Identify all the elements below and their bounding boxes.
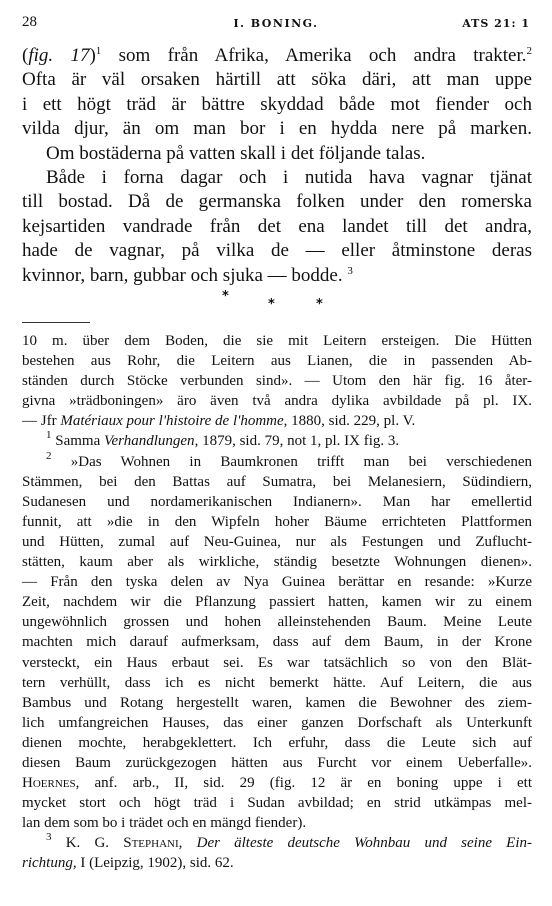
footnote-line: Zeit, nachdem wir die Pflanzung passiert hatten, kamen wir zu einem bbox=[22, 594, 532, 611]
footnote-line: stätten, kaum aber als wirkliche, ständig besetzte Wohnungen dienen». bbox=[22, 554, 532, 571]
text-line: vilda djur, än om man bor i en hydda nere på marken. bbox=[22, 118, 532, 140]
footnote-line: — Jfr Matériaux pour l'histoire de l'homme, 1880, sid. 229, pl. V. bbox=[22, 413, 416, 430]
footnote-line: versteckt, ein Haus erbaut sei. Es war tatsächlich so von den Blät- bbox=[22, 654, 532, 671]
footnote-1: $^1$ Samma Verhandlungen, 1879, sid. 79, not 1, pl. IX fig. 3. bbox=[46, 429, 400, 450]
footnote-line: ständen durch Stöcke verbunden sind». — Utom den här fig. 16 åter- bbox=[22, 373, 532, 390]
text-line: Om bostäderna på vatten skall i det följande talas. bbox=[46, 142, 426, 164]
star-mark: * bbox=[222, 289, 229, 304]
main-text bbox=[22, 44, 532, 288]
footnote-line: Sudanesen und nordamerikanischen Indianern». Man har emellertid bbox=[22, 493, 532, 510]
footnote-line: bestehen aus Rohr, die Leitern aus Lianen, die in passenden Ab- bbox=[22, 353, 532, 370]
footnotes bbox=[22, 331, 532, 874]
footnote-line: lan dem som bo i trädet och en mängd fiender). bbox=[22, 815, 307, 832]
footnote-line: mycket stort och högt träd i Sudan avbildad; en strid utkämpas mel- bbox=[22, 795, 532, 812]
text-line: till bostad. Då de germanska folken under den romerska bbox=[22, 191, 532, 213]
footnote-line: Bambus und Rotang hergestellt waren, kamen die Bewohner des ziem- bbox=[22, 694, 532, 711]
star-mark: * bbox=[316, 297, 323, 312]
footnote-line: richtung, I (Leipzig, 1902), sid. 62. bbox=[22, 855, 234, 872]
footnote-divider bbox=[22, 322, 90, 323]
text-line: Både i forna dagar och i nutida hava vagnar tjänat bbox=[46, 167, 532, 189]
footnote-line: ungewöhnlich grossen und hohen alleinstehenden Baum. Meine Leute bbox=[22, 614, 532, 631]
text-line: Ofta är väl orsaken härtill att söka däri, att man uppe bbox=[22, 69, 532, 91]
running-title: I. BONING. bbox=[233, 17, 319, 30]
footnote-line: und Hütten, zumal auf Neu-Guinea, nur als Festungen und Zuflucht- bbox=[22, 533, 532, 550]
footnote-2: $^2$ »Das Wohnen in Baumkronen trifft man bei verschiedenen bbox=[46, 449, 532, 470]
footnote-line: givna »trädboningen» äro även två andra dylika avbildade på pl. IX. bbox=[22, 393, 532, 410]
text-line: kejsartiden vandrade från det ena landet till det andra, bbox=[22, 215, 532, 237]
footnote-line: machten mich darauf aufmerksam, dass auf dem Baum, in der Krone bbox=[22, 634, 532, 651]
footnote-line: 10 m. über dem Boden, die sie mit Leitern ersteigen. Die Hütten bbox=[22, 333, 532, 349]
signature-mark: ATS 21: 1 bbox=[462, 17, 530, 30]
footnote-line: — Från den tyska delen av Nya Guinea berättar en resande: »Kurze bbox=[22, 574, 532, 591]
text-line: hade de vagnar, på vilka de — eller åtminstone deras bbox=[22, 240, 532, 262]
text-line: i ett högt träd är bättre skyddad både mot fiender och bbox=[22, 93, 532, 115]
section-break-stars bbox=[0, 289, 552, 312]
page-number: 28 bbox=[22, 14, 37, 30]
footnote-line: diesen Baum zurückgezogen hätten aus Furcht vor einem Ueberfalle». bbox=[22, 754, 532, 771]
page-header bbox=[22, 14, 530, 34]
footnote-line: tern verhüllt, dass ich es nicht bemerkt hätte. Auf Leitern, die aus bbox=[22, 674, 532, 691]
footnote-line: lich umfangreichen Hauses, das einer ganzen Dorfschaft als Unterkunft bbox=[22, 714, 532, 731]
footnote-line: Hoernes, anf. arb., II, sid. 29 (fig. 12 är en boning uppe i ett bbox=[22, 775, 532, 792]
footnote-line: Stämmen, bei den Battas auf Sumatra, bei Melanesiern, Südindiern, bbox=[22, 473, 532, 490]
text-line: (fig. 17)$^1$ som från Afrika, Amerika och andra trakter.$^2$ bbox=[22, 45, 532, 66]
footnote-line: funnit, att »die in den Wipfeln hoher Bäume errichteten Plattformen bbox=[22, 513, 532, 530]
footnote-3: $^3$ K. G. Stephani, Der älteste deutsche Wohnbau und seine Ein- bbox=[46, 831, 532, 852]
star-mark: * bbox=[268, 297, 275, 312]
footnote-line: dienen mochte, herabgeklettert. Ich erfuhr, dass die Leute sich auf bbox=[22, 734, 532, 751]
text-line: kvinnor, barn, gubbar och sjuka — bodde. $^3$ bbox=[22, 264, 353, 286]
